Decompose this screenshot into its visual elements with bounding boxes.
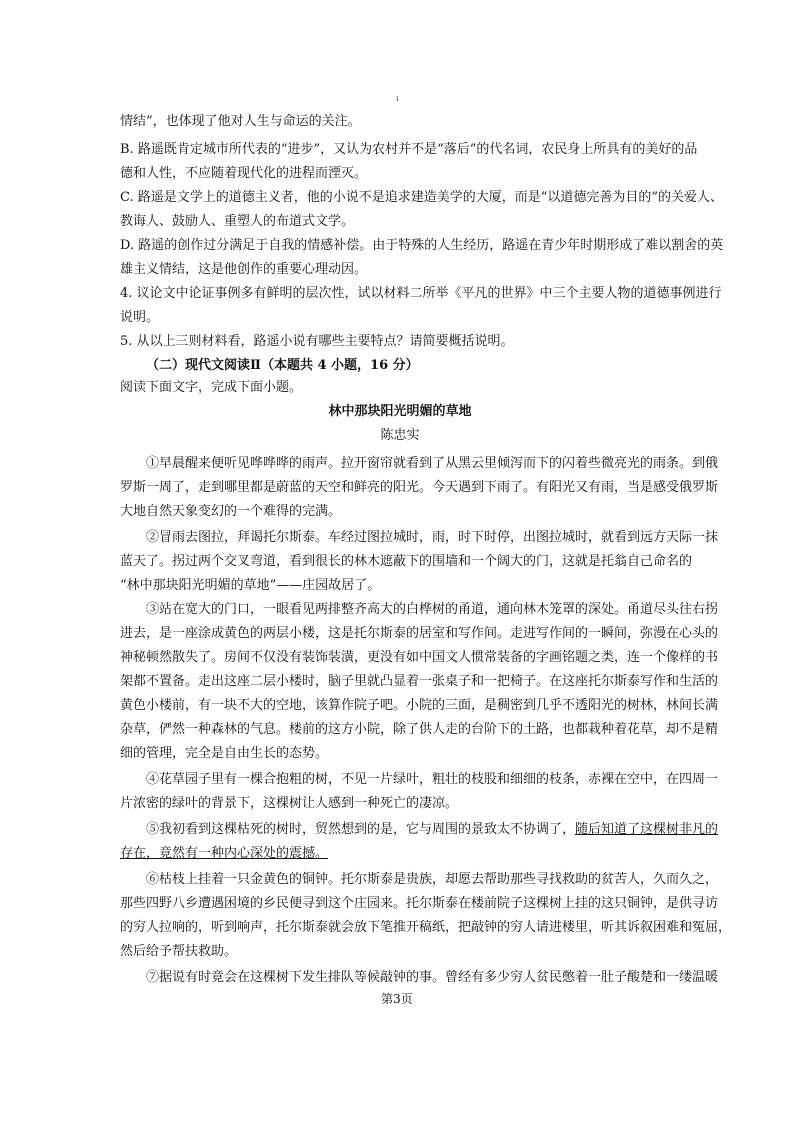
option-c-line1: C. 路遥是文学上的道德主义者，他的小说不是追求建造美学的大厦，而是“以道德完善为目的”的关爱人、: [120, 190, 724, 205]
section-instruction: 阅读下面文字，完成下面小题。: [120, 380, 303, 395]
scan-mark: ı: [396, 94, 399, 103]
paragraph-3-line: 细的管理，完全是自由生长的态势。: [120, 746, 329, 761]
question-5: 5. 从以上三则材料看，路遥小说有哪些主要特点？请简要概括说明。: [120, 334, 514, 349]
option-b-line1: B. 路遥既肯定城市所代表的“进步”，又认为农村并不是“落后”的代名词，农民身上所具有的美好的品: [120, 142, 698, 157]
article-author: 陈忠实: [380, 428, 420, 443]
section-heading: （二）现代文阅读Ⅱ（本题共 4 小题，16 分）: [146, 358, 419, 373]
paragraph-2-line: “林中那块阳光明媚的草地”——庄园故居了。: [120, 578, 381, 593]
paragraph-6-line: ⑥枯枝上挂着一只金黄色的铜钟。托尔斯泰是贵族，却愿去帮助那些寻找救助的贫苦人，久而久之，: [146, 872, 719, 887]
option-c-line2: 教诲人、鼓励人、重塑人的布道式文学。: [120, 214, 355, 229]
paragraph-3-line: 杂草，俨然一种森林的气息。楼前的这方小院，除了供人走的台阶下的土路，也都栽种着花草，却不是精: [120, 722, 719, 737]
paragraph-6-line: 那些四野八乡遭遇困境的乡民便寻到这个庄园来。托尔斯泰在楼前院子这棵树上挂的这只铜钟，是供寻访: [120, 896, 719, 911]
paragraph-3-line: 黄色小楼前，有一块不大的空地，该算作院子吧。小院的三面，是稠密到几乎不透阳光的树林，林间长满: [120, 698, 719, 713]
option-b-line2: 德和人性，不应随着现代化的进程而湮灭。: [120, 166, 368, 181]
paragraph-6-line: 的穷人拉响的，听到响声，托尔斯泰就会放下笔推开稿纸，把敲钟的穷人请进楼里，听其诉叙困难和冤屈，: [120, 920, 732, 935]
question-4-line2: 说明。: [120, 310, 160, 325]
paragraph-1-line: 罗斯一周了，走到哪里都是蔚蓝的天空和鲜亮的阳光。今天遇到下雨了。有阳光又有雨，当是感受俄罗斯: [120, 480, 719, 495]
underlined-sentence: 随后知道了这棵树非凡的: [575, 822, 719, 837]
paragraph-1-line: 大地自然天象变幻的一个难得的完满。: [120, 504, 342, 519]
paragraph-3-line: ③站在宽大的门口，一眼看见两排整齐高大的白桦树的甬道，通向林木笼罩的深处。甬道尽头往右拐: [146, 602, 719, 617]
option-d-line1: D. 路遥的创作过分满足于自我的情感补偿。由于特殊的人生经历，路遥在青少年时期形成了难以割舍的英: [120, 238, 724, 253]
paragraph-3-line: 神秘顿然散失了。房间不仅没有装饰装潢，更没有如中国文人惯常装备的字画铭题之类，连一个像样的书: [120, 650, 719, 665]
paragraph-5-text: ⑤我初看到这棵枯死的树时，贸然想到的是，它与周围的景致太不协调了，: [146, 822, 576, 837]
paragraph-1-line: ①早晨醒来便听见哗哗哗的雨声。拉开窗帘就看到了从黑云里倾泻而下的闪着些微亮光的雨条。到俄: [146, 456, 719, 471]
paragraph-2-line: ②冒雨去图拉，拜谒托尔斯泰。车经过图拉城时，雨，时下时停，出图拉城时，就看到远方天际一抹: [146, 530, 719, 545]
paragraph-5-line: [146, 818, 719, 842]
paragraph-7-line: ⑦据说有时竟会在这棵树下发生排队等候敲钟的事。曾经有多少穷人贫民憋着一肚子酸楚和一缕温暖: [146, 970, 719, 985]
page-number: 第3页: [381, 992, 413, 1006]
paragraph-4-line: 片浓密的绿叶的背景下，这棵树让人感到一种死亡的凄凉。: [120, 796, 459, 811]
paragraph-4-line: ④花草园子里有一棵合抱粗的树，不见一片绿叶，粗壮的枝股和细细的枝条，赤裸在空中，在四周一: [146, 772, 719, 787]
paragraph-2-line: 蓝天了。拐过两个交叉弯道，看到很长的林木遮蔽下的围墙和一个阔大的门，这就是托翁自己命名的: [120, 554, 693, 569]
underlined-sentence: 存在，竟然有一种内心深处的震撼。: [120, 846, 329, 861]
option-d-line2: 雄主义情结，这是他创作的重要心理动因。: [120, 262, 368, 277]
paragraph-6-line: 然后给予帮扶救助。: [120, 944, 238, 959]
option-a-tail: 情结”，也体现了他对人生与命运的关注。: [120, 114, 361, 129]
question-4-line1: 4. 议论文中论证事例多有鲜明的层次性，试以材料二所举《平凡的世界》中三个主要人物的道德事例进行: [120, 286, 722, 301]
paragraph-3-line: 架都不置备。走出这座二层小楼时，脑子里就凸显着一张桌子和一把椅子。在这座托尔斯泰写作和生活的: [120, 674, 719, 689]
paragraph-5-line: [120, 842, 680, 866]
article-title: 林中那块阳光明媚的草地: [328, 404, 472, 419]
paragraph-3-line: 进去，是一座涂成黄色的两层小楼，这是托尔斯泰的居室和写作间。走进写作间的一瞬间，弥漫在心头的: [120, 626, 719, 641]
